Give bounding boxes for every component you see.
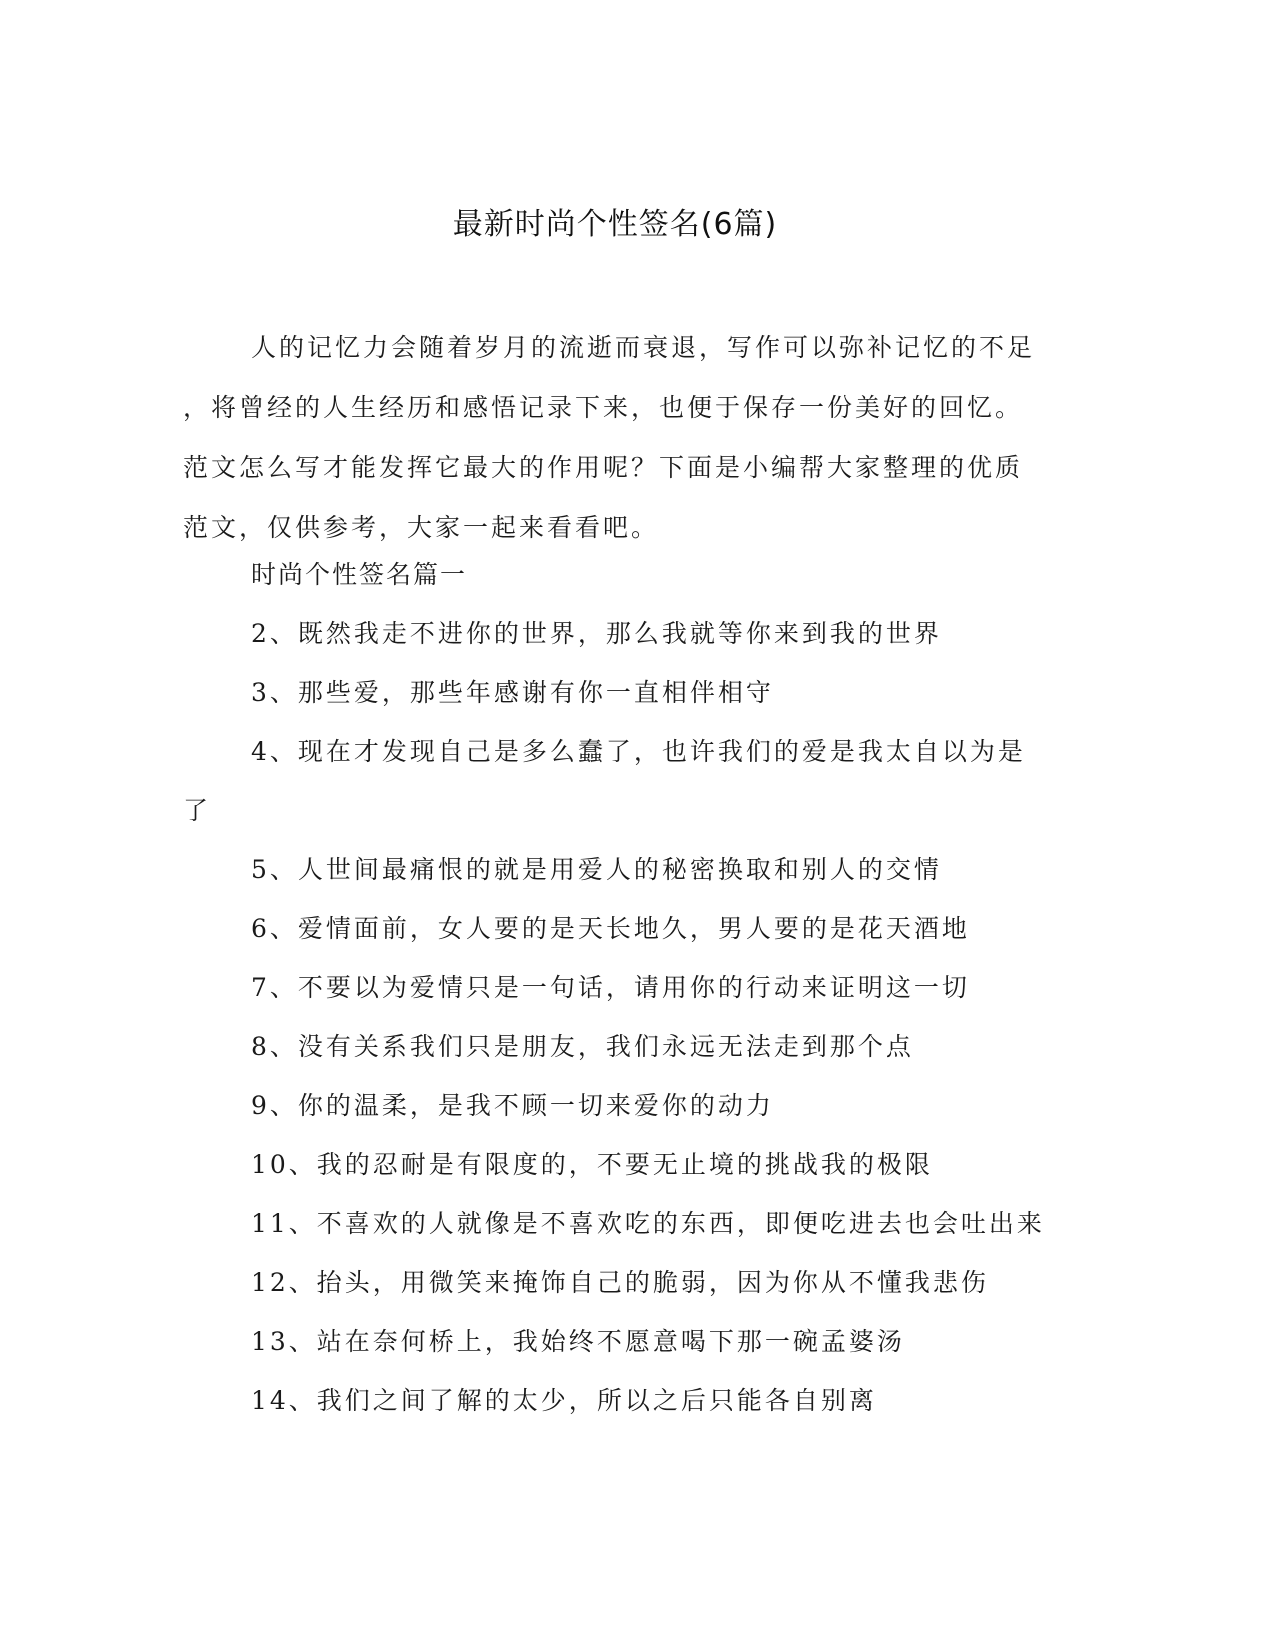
document-title: 最新时尚个性签名(6篇) [452,207,778,242]
list-item: 3、那些爱，那些年感谢有你一直相伴相守 [251,678,774,707]
list-item: 11、不喜欢的人就像是不喜欢吃的东西，即便吃进去也会吐出来 [251,1209,1045,1238]
list-item: 8、没有关系我们只是朋友，我们永远无法走到那个点 [251,1032,914,1061]
list-item: 13、站在奈何桥上，我始终不愿意喝下那一碗孟婆汤 [251,1327,905,1356]
list-item: 2、既然我走不进你的世界，那么我就等你来到我的世界 [251,619,942,648]
intro-line: 范文，仅供参考，大家一起来看看吧。 [183,513,660,542]
intro-paragraph [183,318,1036,558]
list-item: 7、不要以为爱情只是一句话，请用你的行动来证明这一切 [251,973,970,1002]
intro-line: 人的记忆力会随着岁月的流逝而衰退，写作可以弥补记忆的不足 [251,333,1036,362]
signature-list [183,555,1043,1440]
list-item: 6、爱情面前，女人要的是天长地久，男人要的是花天酒地 [251,914,970,943]
list-item: 14、我们之间了解的太少，所以之后只能各自别离 [251,1386,877,1415]
list-item: 4、现在才发现自己是多么蠢了，也许我们的爱是我太自以为是 [251,737,1026,766]
intro-line: ，将曾经的人生经历和感悟记录下来，也便于保存一份美好的回忆。 [183,393,1024,422]
list-item: 10、我的忍耐是有限度的，不要无止境的挑战我的极限 [251,1150,933,1179]
section-heading: 时尚个性签名篇一 [251,560,468,589]
list-item: 9、你的温柔，是我不顾一切来爱你的动力 [251,1091,774,1120]
list-item: 12、抬头，用微笑来掩饰自己的脆弱，因为你从不懂我悲伤 [251,1268,989,1297]
list-item: 5、人世间最痛恨的就是用爱人的秘密换取和别人的交情 [251,855,942,884]
intro-line: 范文怎么写才能发挥它最大的作用呢？下面是小编帮大家整理的优质 [183,453,1024,482]
list-item-continuation: 了 [183,796,212,825]
